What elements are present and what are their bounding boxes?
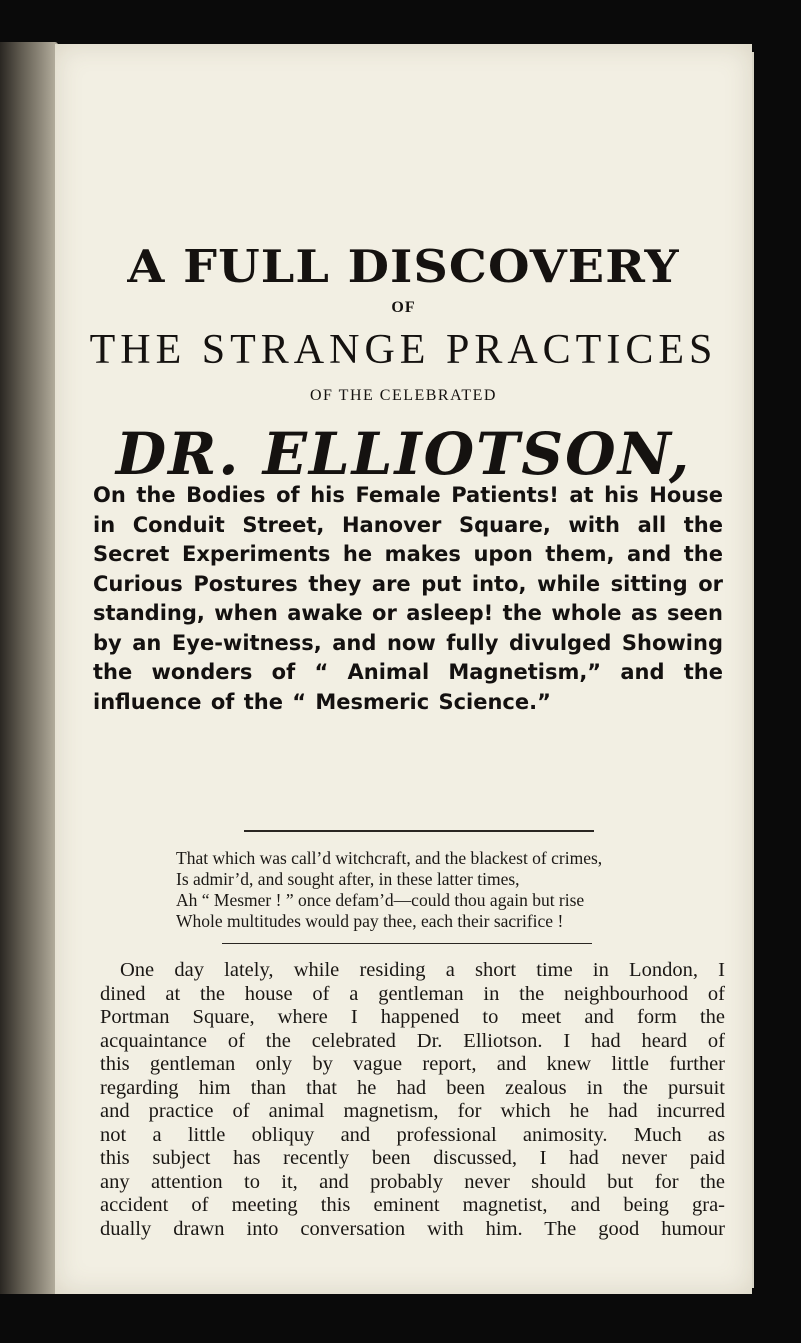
divider-rule-top <box>244 830 594 832</box>
title-line-2: OF <box>391 299 416 316</box>
body-line: Portman Square, where I happened to meet and form the <box>100 1006 725 1028</box>
verse-line: Ah “ Mesmer ! ” once defam’d—could thou again but rise <box>176 890 585 910</box>
verse-line: Is admir’d, and sought after, in these latter times, <box>176 869 520 889</box>
body-line: dined at the house of a gentleman in the neighbourhood of <box>100 982 725 1005</box>
body-line: acquaintance of the celebrated Dr. Elliotson. I had heard of <box>100 1029 725 1052</box>
body-line: this subject has recently been discussed, I had never paid <box>100 1147 725 1169</box>
body-line: One day lately, while residing a short time in London, I <box>120 959 725 981</box>
title-line-4: OF THE CELEBRATED <box>310 387 497 404</box>
subtitle-paragraph: On the Bodies of his Female Patients! at his House in Conduit Street, Hanover Square, with all the Secret Experiments he makes upon them, and the Curious Postures they are put into, while sitting or standing, when awake or asleep! the whole as seen by an Eye-witness, and now fully divulged Showing the wonders of “ Animal Magnetism,” and the influence of the “ Mesmeric Science.” <box>93 483 723 714</box>
title-line-3: THE STRANGE PRACTICES <box>89 327 718 373</box>
title-line-1: A FULL DISCOVERY <box>127 240 680 293</box>
body-text <box>100 959 725 1241</box>
divider-rule-bottom <box>222 943 592 944</box>
document-page <box>55 44 752 1294</box>
body-line: dually drawn into conversation with him. The good humour <box>100 1217 725 1240</box>
body-line: not a little obliquy and professional animosity. Much as <box>100 1123 725 1146</box>
title-name: DR. ELLIOTSON, <box>115 420 692 488</box>
body-line: and practice of animal magnetism, for which he had incurred <box>100 1100 725 1122</box>
body-line: accident of meeting this eminent magnetist, and being gra- <box>100 1194 725 1216</box>
verse-line: That which was call’d witchcraft, and the blackest of crimes, <box>176 848 603 868</box>
book-spine-edge <box>0 42 58 1294</box>
body-line: any attention to it, and probably never should but for the <box>100 1170 725 1193</box>
verse-line: Whole multitudes would pay thee, each their sacrifice ! <box>176 911 564 931</box>
epigraph-verse <box>176 848 696 932</box>
body-line: regarding him than that he had been zealous in the pursuit <box>100 1076 725 1099</box>
body-line: this gentleman only by vague report, and knew little further <box>100 1053 725 1075</box>
